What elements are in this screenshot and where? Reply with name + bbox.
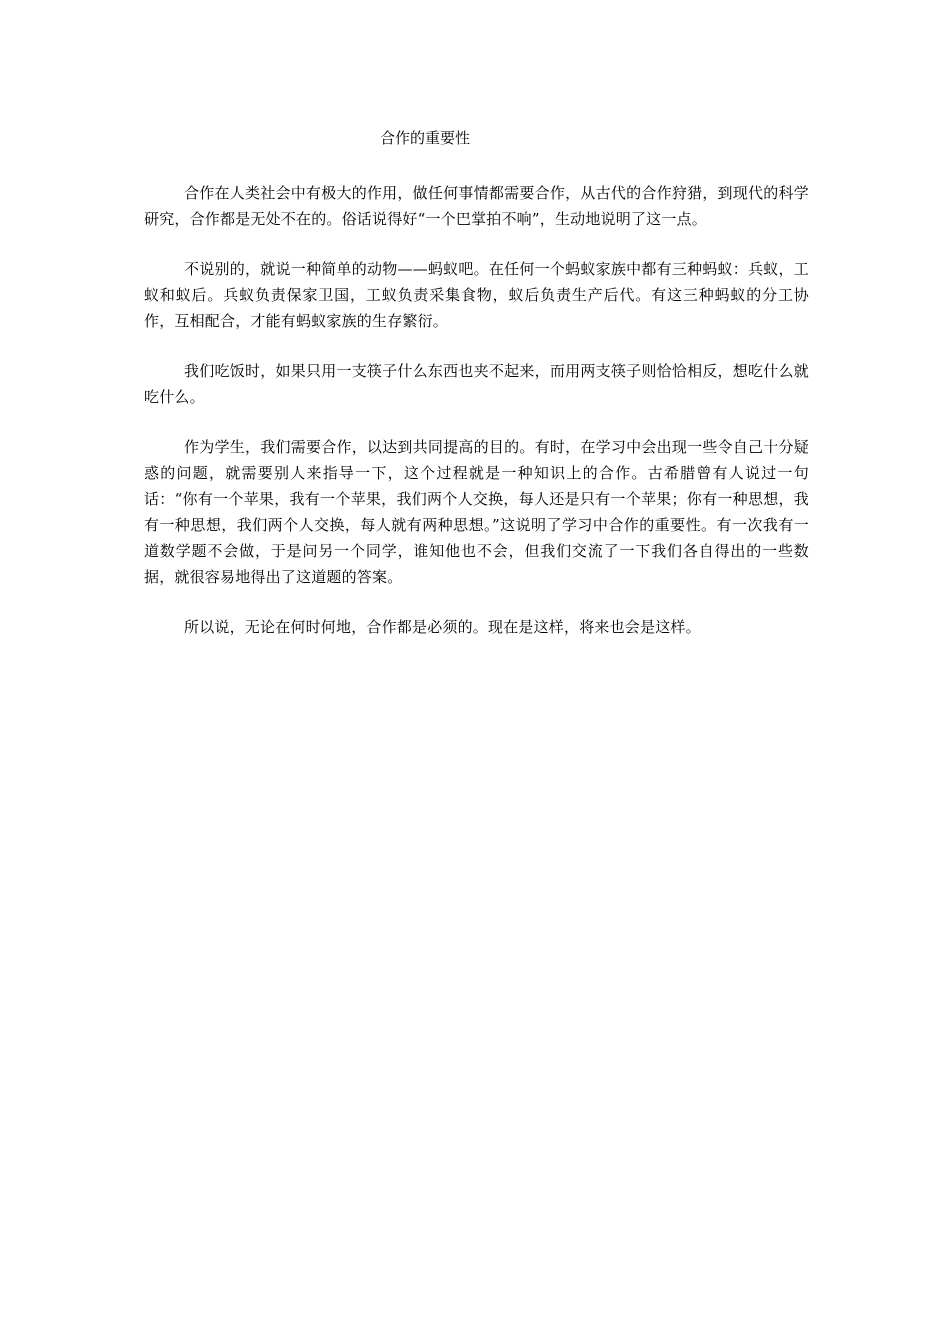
document-title: 合作的重要性	[380, 129, 471, 147]
paragraph-4: 作为学生，我们需要合作，以达到共同提高的目的。有时，在学习中会出现一些令自己十分疑惑的问题，就需要别人来指导一下，这个过程就是一种知识上的合作。古希腊曾有人说过一句话：“你有一个苹果，我有一个苹果，我们两个人交换，每人还是只有一个苹果；你有一种思想，我有一种思想，我们两个人交换，每人就有两种思想。”这说明了学习中合作的重要性。有一次我有一道数学题不会做，于是问另一个同学，谁知他也不会，但我们交流了一下我们各自得出的一些数据，就很容易地得出了这道题的答案。	[144, 438, 809, 586]
paragraph-2: 不说别的，就说一种简单的动物——蚂蚁吧。在任何一个蚂蚁家族中都有三种蚂蚁：兵蚁，工蚁和蚁后。兵蚁负责保家卫国，工蚁负责采集食物，蚁后负责生产后代。有这三种蚂蚁的分工协作，互相配合，才能有蚂蚁家族的生存繁衍。	[144, 260, 809, 330]
document-body	[144, 180, 809, 664]
paragraph-3: 我们吃饭时，如果只用一支筷子什么东西也夹不起来，而用两支筷子则恰恰相反，想吃什么就吃什么。	[144, 362, 809, 406]
paragraph-5: 所以说，无论在何时何地，合作都是必须的。现在是这样，将来也会是这样。	[184, 618, 701, 636]
paragraph-1: 合作在人类社会中有极大的作用，做任何事情都需要合作，从古代的合作狩猎，到现代的科学研究，合作都是无处不在的。俗话说得好“一个巴掌拍不响”，生动地说明了这一点。	[144, 184, 809, 228]
